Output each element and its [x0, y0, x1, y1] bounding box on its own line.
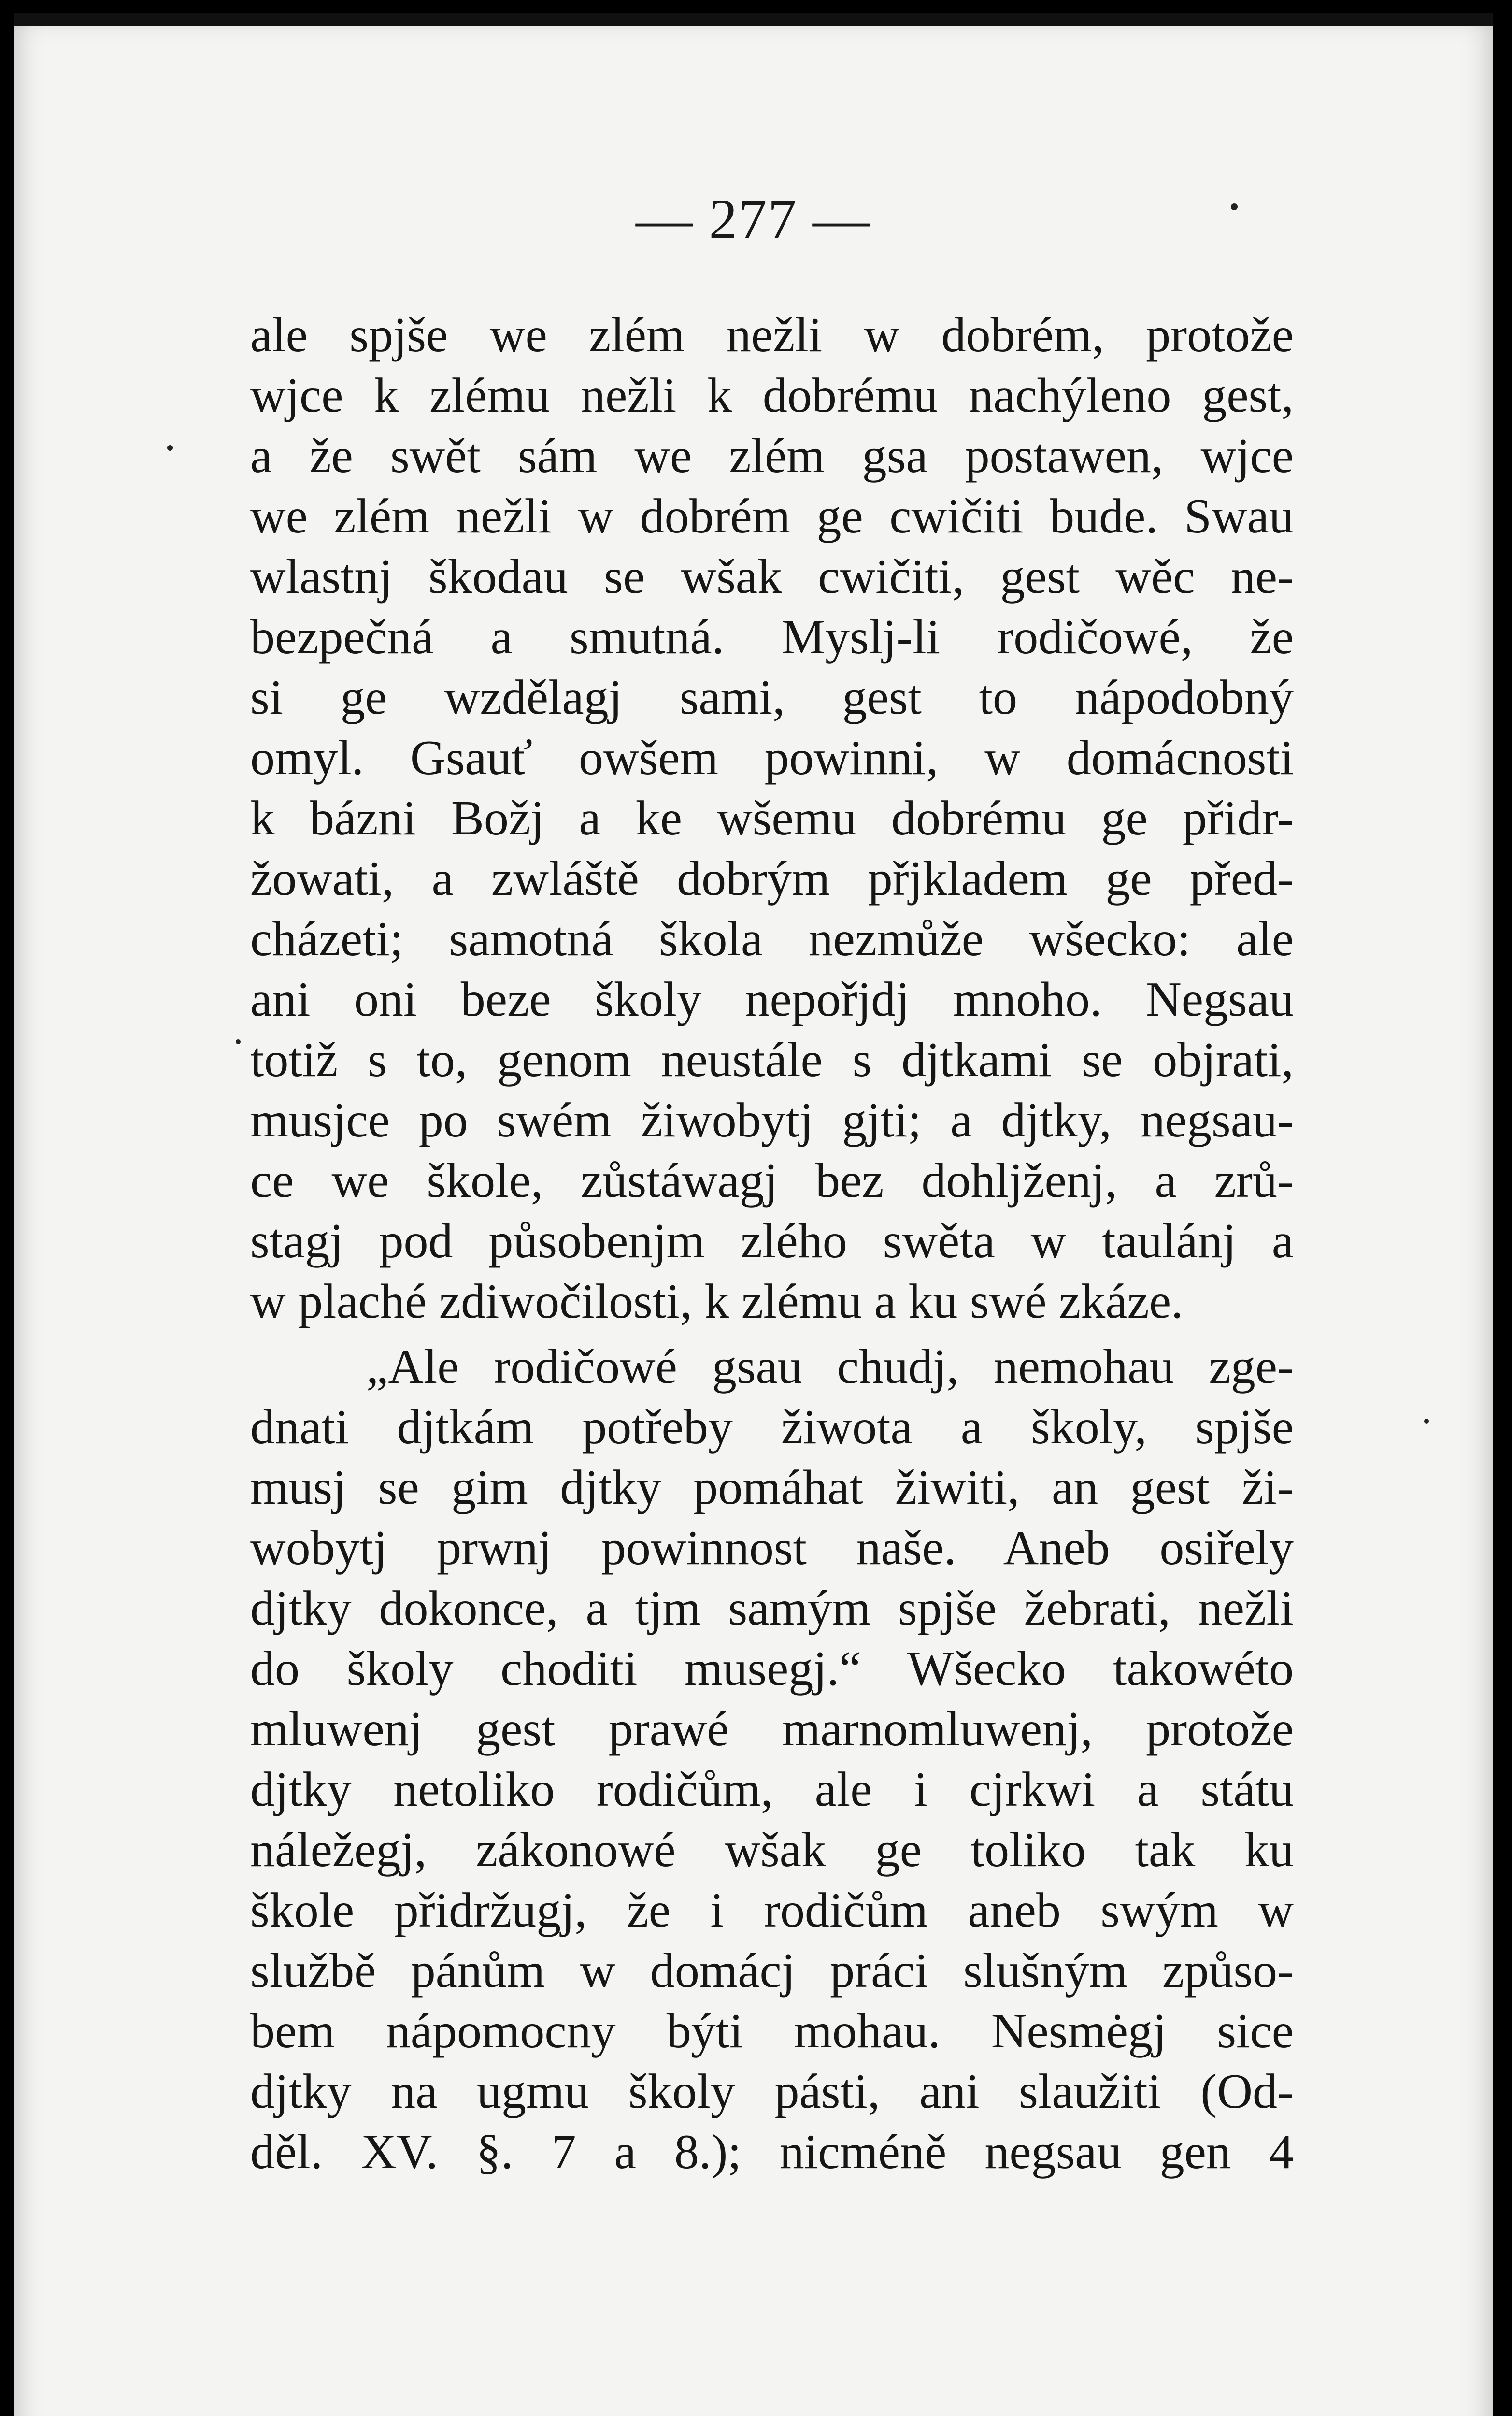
- text-line: musjce po swém žiwobytj gjti; a djtky, negsau-: [250, 1093, 1294, 1148]
- text-line: wlastnj škodau se wšak cwičiti, gest wěc ne-: [250, 549, 1294, 604]
- text-line: djtky na ugmu školy pásti, ani slaužiti (Od-: [250, 2064, 1294, 2119]
- text-line: náležegj, zákonowé wšak ge toliko tak ku: [250, 1823, 1294, 1877]
- page-number: — 277 —: [636, 187, 870, 251]
- text-line: dnati djtkám potřeby žiwota a školy, spjše: [250, 1400, 1294, 1454]
- text-line: mluwenj gest prawé marnomluwenj, protože: [250, 1702, 1294, 1756]
- text-line: bezpečná a smutná. Myslj-li rodičowé, že: [250, 610, 1294, 664]
- paragraph-2: [250, 1337, 1294, 2182]
- dust-speck: [236, 1039, 241, 1044]
- dust-speck: [1231, 203, 1238, 210]
- text-line-first: „Ale rodičowé gsau chudj, nemohau zge-: [366, 1339, 1294, 1394]
- text-line: djtky netoliko rodičům, ale i cjrkwi a státu: [250, 1762, 1294, 1817]
- text-line: cházeti; samotná škola nezmůže wšecko: ale: [250, 912, 1294, 966]
- text-line: a že swět sám we zlém gsa postawen, wjce: [250, 429, 1294, 483]
- book-page: [14, 13, 1493, 2416]
- text-line: ani oni beze školy nepořjdj mnoho. Negsau: [250, 972, 1294, 1027]
- text-line: omyl. Gsauť owšem powinni, w domácnosti: [250, 731, 1294, 785]
- text-line: do školy choditi musegj.“ Wšecko takowéto: [250, 1641, 1294, 1696]
- paragraph-1: [250, 305, 1294, 1332]
- text-line: k bázni Božj a ke wšemu dobrému ge přidr-: [250, 791, 1294, 846]
- text-line-last: w plaché zdiwočilosti, k zlému a ku swé zkáze.: [250, 1274, 1184, 1329]
- text-line: wjce k zlému nežli k dobrému nachýleno gest,: [250, 368, 1294, 423]
- text-line: we zlém nežli w dobrém ge cwičiti bude. Swau: [250, 489, 1294, 544]
- text-line: službě pánům w domácj práci slušným způso-: [250, 1943, 1294, 1998]
- text-line: totiž s to, genom neustále s djtkami se obјrati,: [250, 1033, 1294, 1087]
- text-line: stagj pod působenjm zlého swěta w taulánj a: [250, 1214, 1294, 1268]
- text-line: musj se gim djtky pomáhat žiwiti, an gest ži-: [250, 1460, 1294, 1515]
- scan-edge: [14, 13, 1493, 26]
- text-line: si ge wzdělagj sami, gest to nápodobný: [250, 670, 1294, 725]
- dust-speck: [167, 445, 173, 451]
- text-line: djtky dokonce, a tjm samým spjše žebrati, nežli: [250, 1581, 1294, 1636]
- text-line: ale spjše we zlém nežli w dobrém, protože: [250, 308, 1294, 362]
- text-line: žowati, a zwláště dobrým přjkladem ge před-: [250, 851, 1294, 906]
- text-line: děl. XV. §. 7 a 8.); nicméně negsau gen 4: [250, 2125, 1294, 2179]
- dust-speck: [1424, 1419, 1429, 1424]
- text-line: škole přidržugj, že i rodičům aneb swým w: [250, 1883, 1294, 1938]
- text-line: bem nápomocny býti mohau. Nesmėgj sice: [250, 2004, 1294, 2058]
- text-line: ce we škole, zůstáwagj bez dohljženj, a zrů-: [250, 1153, 1294, 1208]
- text-line: wobytj prwnj powinnost naše. Aneb osiřely: [250, 1521, 1294, 1575]
